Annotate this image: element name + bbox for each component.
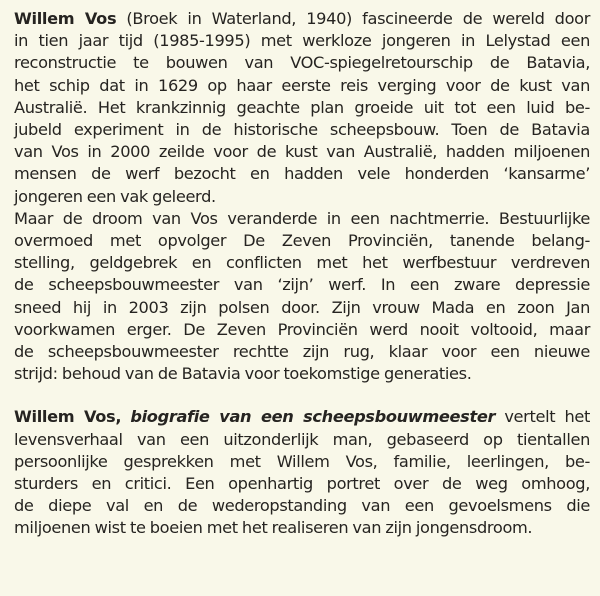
author-name: Willem Vos: [14, 9, 117, 28]
text-line: de scheepsbouwmeester rechtte zijn rug, klaar voor een nieuwe: [14, 342, 590, 362]
text-line: Australië. Het krankzinnig geachte plan groeide uit tot een luid be-: [14, 97, 590, 117]
text-line: de diepe val en de wederopstanding van een gevoelsmens die: [14, 496, 590, 516]
text-line: sturders en critici. Een openhartig portret over de weg omhoog,: [14, 474, 590, 494]
text-line: [14, 406, 590, 428]
paragraph-spacer: [14, 385, 590, 406]
text-line: strijd: behoud van de Batavia voor toekomstige generaties.: [14, 364, 472, 384]
text-line: miljoenen wist te boeien met het realiseren van zijn jongensdroom.: [14, 518, 533, 538]
text-line: van Vos in 2000 zeilde voor de kust van Australië, hadden miljoenen: [14, 142, 590, 162]
text-line: jongeren een vak geleerd.: [14, 186, 216, 206]
author-name: Willem Vos,: [14, 407, 122, 427]
text-line: het schip dat in 1629 op haar eerste reis verging voor de kust van: [14, 75, 590, 95]
text-line: Maar de droom van Vos veranderde in een nachtmerrie. Bestuurlijke: [14, 208, 590, 228]
book-summary-paragraph: [14, 406, 590, 539]
text-line: levensverhaal van een uitzonderlijk man, gebaseerd op tientallen: [14, 429, 590, 449]
text-line: de scheepsbouwmeester van ‘zijn’ werf. In een zware depressie: [14, 275, 590, 295]
text-line: overmoed met opvolger De Zeven Provinciën, tanende belang-: [14, 231, 590, 251]
text-line: [14, 8, 590, 30]
text-line: mensen de werf bezocht en hadden vele honderden ‘kansarme’: [14, 164, 590, 184]
text-line: sneed hij in 2003 zijn polsen door. Zijn vrouw Mada en zoon Jan: [14, 297, 590, 317]
text-line: stelling, geldgebrek en conflicten met het werfbestuur verdreven: [14, 253, 590, 273]
text-line: in tien jaar tijd (1985-1995) met werkloze jongeren in Lelystad een: [14, 31, 590, 51]
text-line: persoonlijke gesprekken met Willem Vos, familie, leerlingen, be-: [14, 451, 590, 471]
intro-paragraph: [14, 8, 590, 208]
text-line: voorkwamen erger. De Zeven Provinciën werd nooit voltooid, maar: [14, 319, 590, 339]
text-line: jubeld experiment in de historische scheepsbouw. Toen de Batavia: [14, 120, 590, 140]
book-title: biografie van een scheepsbouwmeester: [130, 407, 496, 427]
story-paragraph: [14, 208, 590, 386]
text-line: reconstructie te bouwen van VOC-spiegelretourschip de Batavia,: [14, 53, 590, 73]
text-line-rest: (Broek in Waterland, 1940) fascineerde de wereld door: [116, 9, 591, 28]
text-line-rest: vertelt het: [495, 407, 590, 427]
